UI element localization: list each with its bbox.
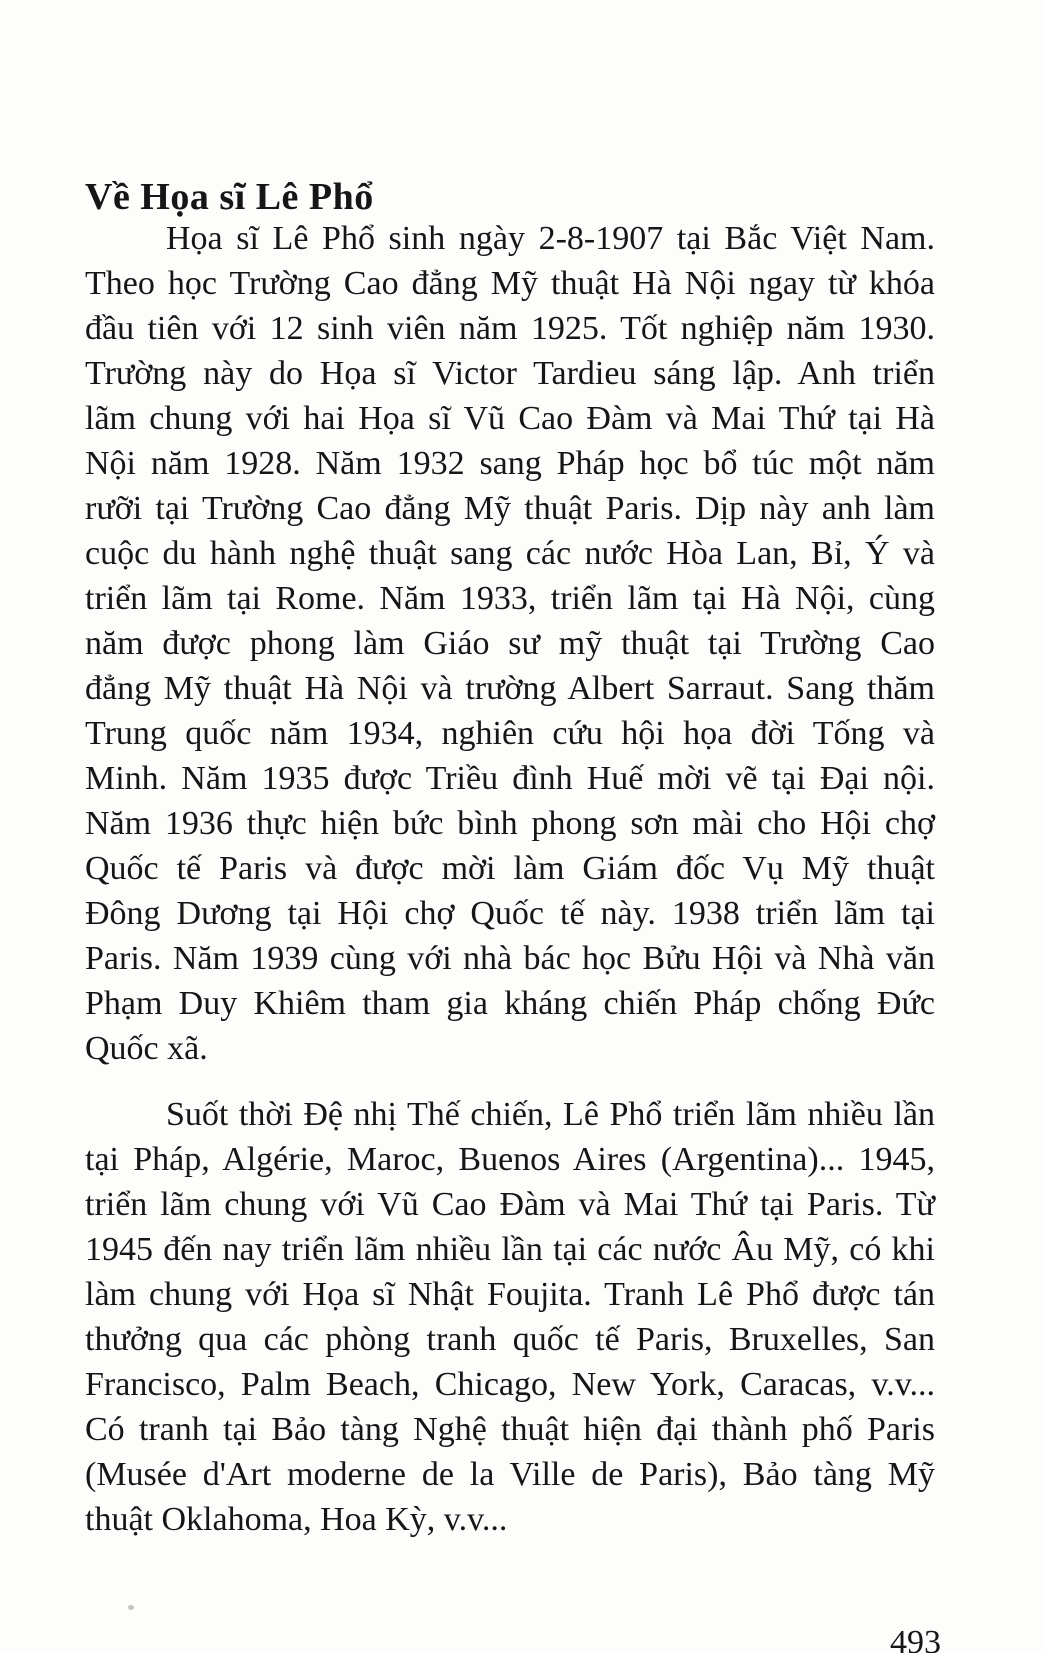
- text-line: lãm chung với hai Họa sĩ Vũ Cao Đàm và Mai Thứ tại Hà: [85, 400, 935, 437]
- scan-speck: [128, 1605, 134, 1610]
- text-line: rưỡi tại Trường Cao đẳng Mỹ thuật Paris. Dịp này anh làm: [85, 490, 935, 527]
- text-line: Trường này do Họa sĩ Victor Tardieu sáng lập. Anh triển: [85, 355, 935, 392]
- text-line: Theo học Trường Cao đẳng Mỹ thuật Hà Nội ngay từ khóa: [85, 265, 935, 302]
- text-line: 1945 đến nay triển lãm nhiều lần tại các nước Âu Mỹ, có khi: [85, 1231, 935, 1268]
- text-line: năm được phong làm Giáo sư mỹ thuật tại Trường Cao: [85, 625, 935, 662]
- page-number: 493: [890, 1624, 941, 1653]
- text-line: tại Pháp, Algérie, Maroc, Buenos Aires (Argentina)... 1945,: [85, 1141, 935, 1178]
- body-text: [85, 216, 935, 1542]
- text-line: thuật Oklahoma, Hoa Kỳ, v.v...: [85, 1501, 508, 1538]
- text-line: Minh. Năm 1935 được Triều đình Huế mời vẽ tại Đại nội.: [85, 760, 935, 797]
- text-line: Quốc xã.: [85, 1030, 208, 1067]
- text-line: Họa sĩ Lê Phổ sinh ngày 2-8-1907 tại Bắc Việt Nam.: [166, 220, 935, 257]
- text-line: (Musée d'Art moderne de la Ville de Paris), Bảo tàng Mỹ: [85, 1456, 935, 1493]
- text-line: làm chung với Họa sĩ Nhật Foujita. Tranh Lê Phổ được tán: [85, 1276, 935, 1313]
- text-line: Quốc tế Paris và được mời làm Giám đốc Vụ Mỹ thuật: [85, 850, 935, 887]
- text-line: Có tranh tại Bảo tàng Nghệ thuật hiện đại thành phố Paris: [85, 1411, 935, 1448]
- text-line: Paris. Năm 1939 cùng với nhà bác học Bửu Hội và Nhà văn: [85, 940, 935, 977]
- text-line: Đông Dương tại Hội chợ Quốc tế này. 1938 triển lãm tại: [85, 895, 935, 932]
- text-line: triển lãm tại Rome. Năm 1933, triển lãm tại Hà Nội, cùng: [85, 580, 935, 617]
- text-line: thưởng qua các phòng tranh quốc tế Paris, Bruxelles, San: [85, 1321, 935, 1358]
- text-line: đẳng Mỹ thuật Hà Nội và trường Albert Sarraut. Sang thăm: [85, 670, 935, 707]
- text-line: Trung quốc năm 1934, nghiên cứu hội họa đời Tống và: [85, 715, 935, 752]
- page-title: Về Họa sĩ Lê Phổ: [85, 176, 374, 219]
- text-line: Francisco, Palm Beach, Chicago, New York, Caracas, v.v...: [85, 1366, 935, 1403]
- text-line: đầu tiên với 12 sinh viên năm 1925. Tốt nghiệp năm 1930.: [85, 310, 935, 347]
- text-line: cuộc du hành nghệ thuật sang các nước Hòa Lan, Bỉ, Ý và: [85, 535, 935, 572]
- text-line: Phạm Duy Khiêm tham gia kháng chiến Pháp chống Đức: [85, 985, 935, 1022]
- paragraph: [85, 216, 935, 1071]
- text-line: Năm 1936 thực hiện bức bình phong sơn mài cho Hội chợ: [85, 805, 935, 842]
- paragraph: [85, 1092, 935, 1542]
- text-line: Nội năm 1928. Năm 1932 sang Pháp học bổ túc một năm: [85, 445, 935, 482]
- text-line: Suốt thời Đệ nhị Thế chiến, Lê Phổ triển lãm nhiều lần: [166, 1096, 935, 1133]
- text-line: triển lãm chung với Vũ Cao Đàm và Mai Thứ tại Paris. Từ: [85, 1186, 935, 1223]
